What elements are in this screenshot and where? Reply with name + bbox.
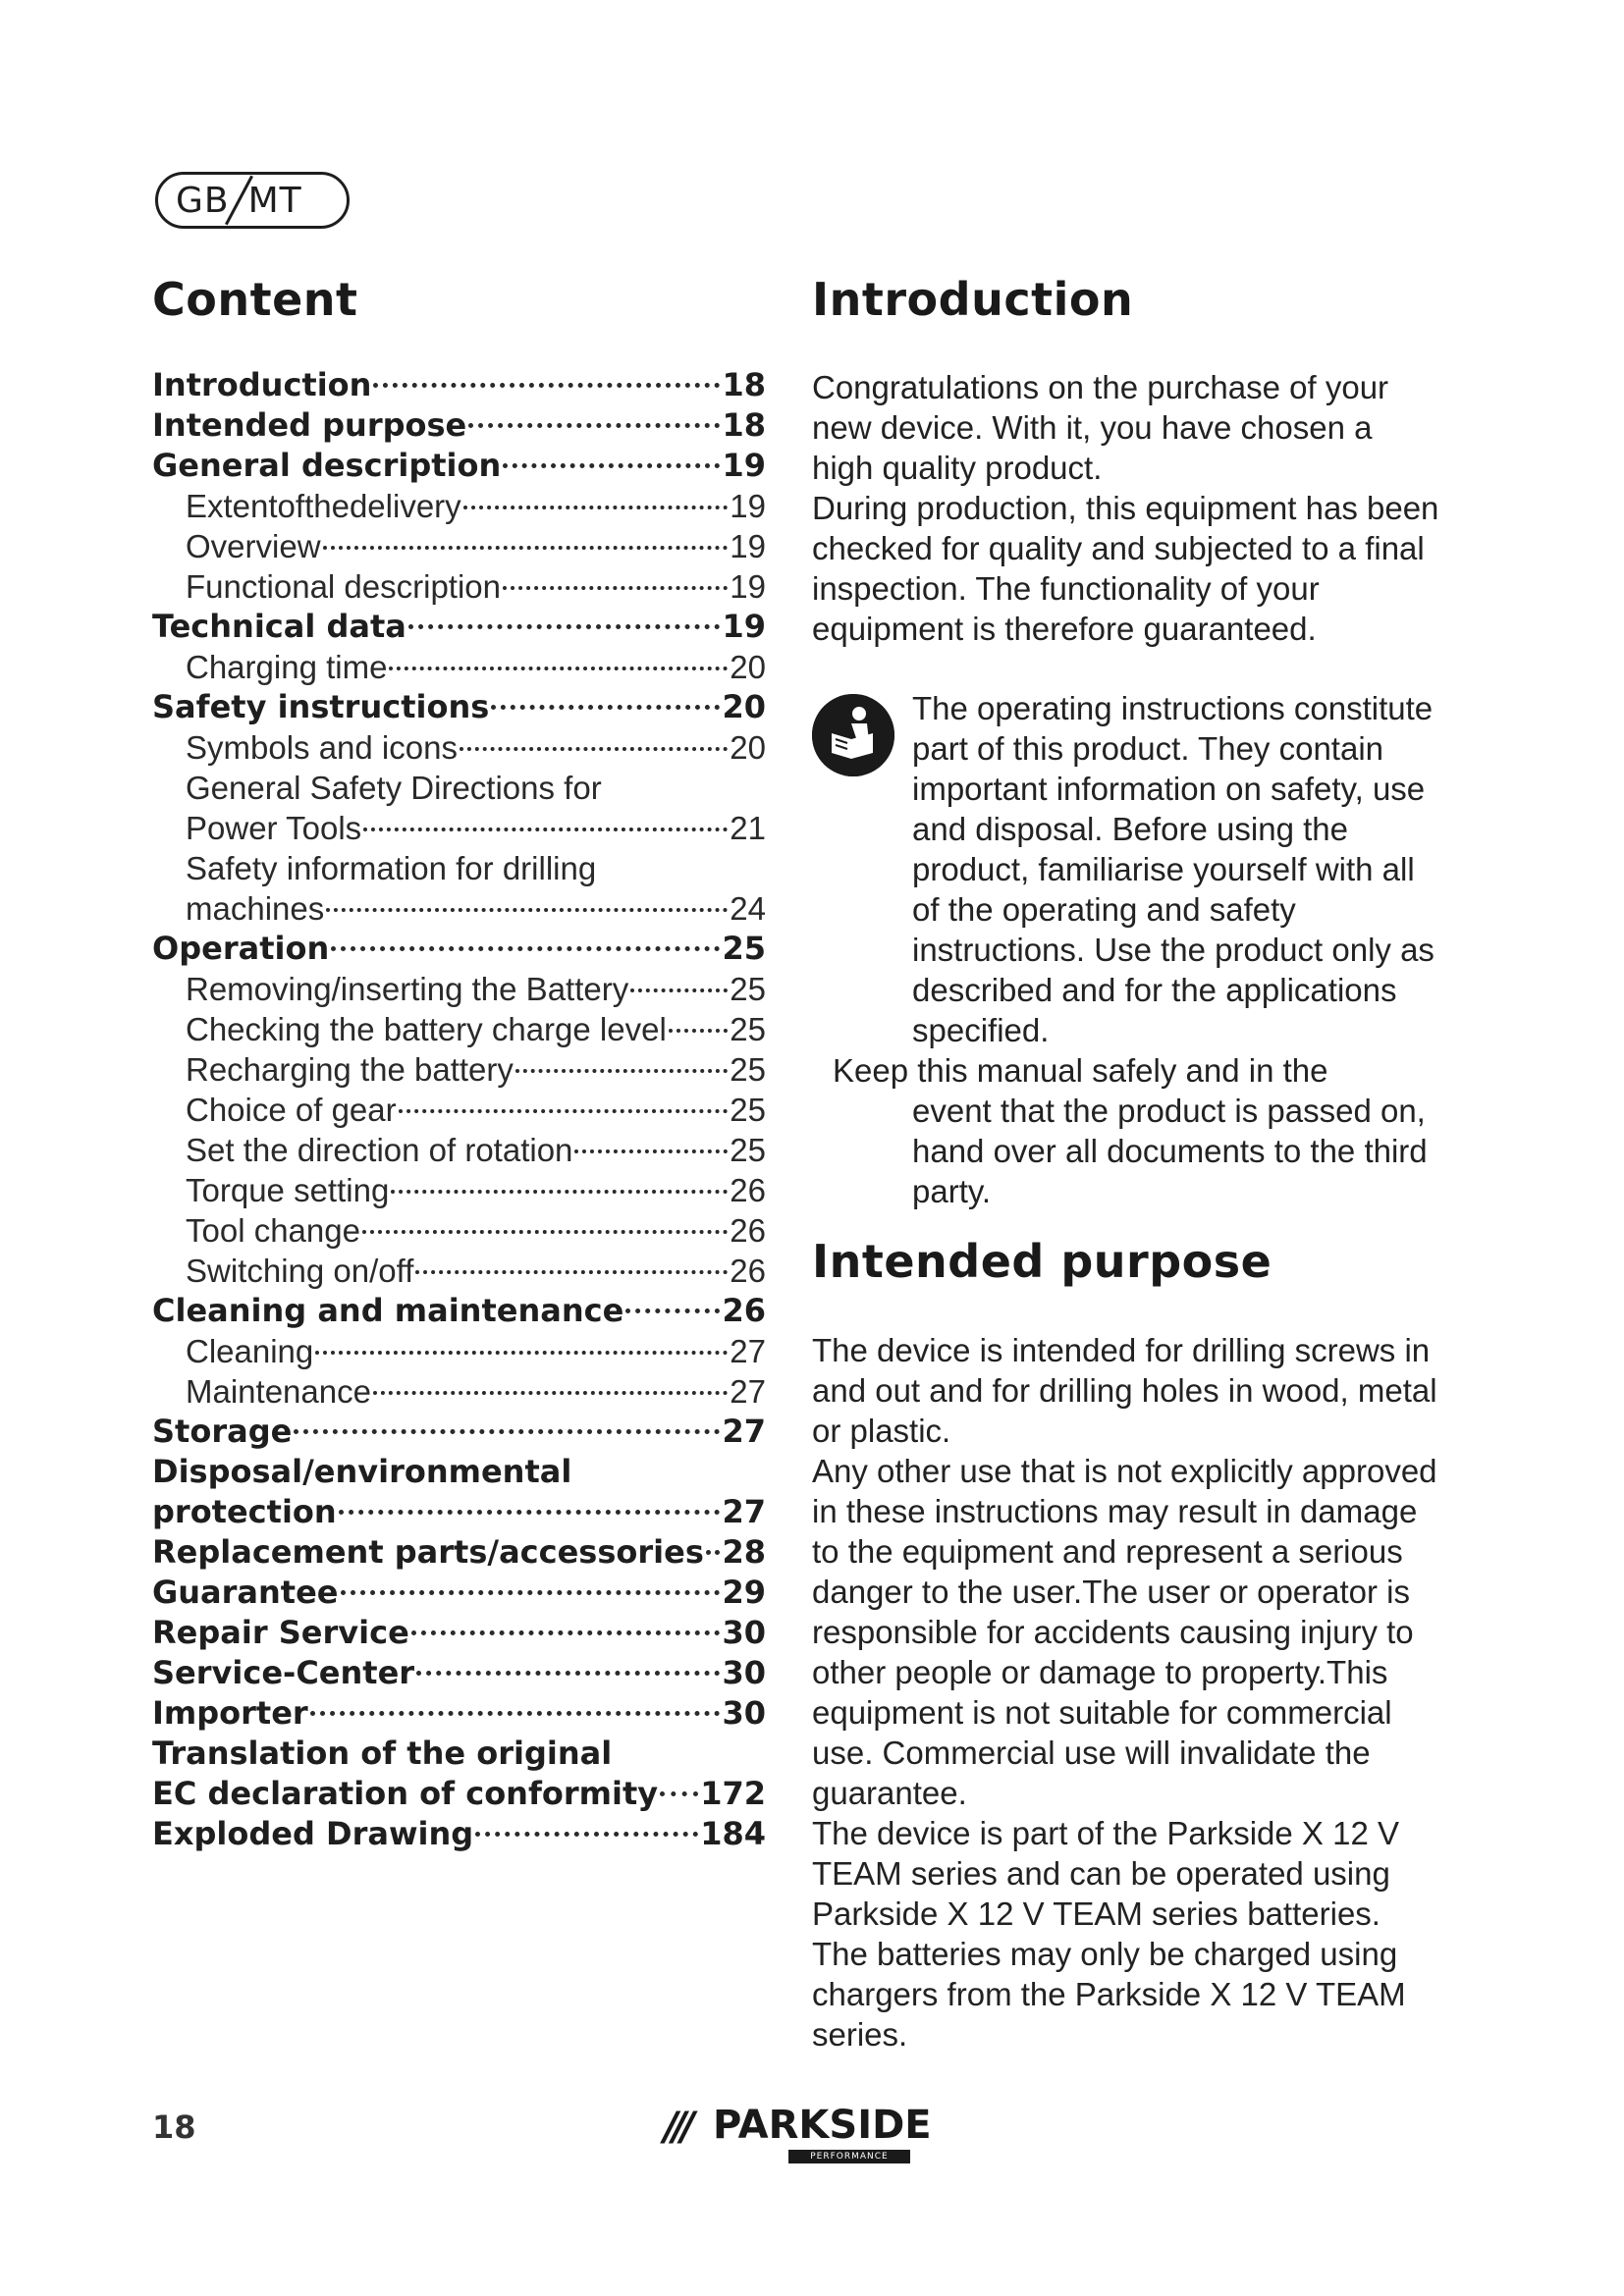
logo-slashes: /// (664, 2105, 689, 2150)
keep-manual-note (833, 1050, 1441, 1211)
parkside-logo (664, 2101, 932, 2169)
toc-entry-page: 27 (722, 1413, 766, 1450)
toc-entry-page: 19 (730, 488, 766, 524)
toc-entry-title: Repair Service (152, 1614, 409, 1651)
toc-leader-dots (416, 1671, 720, 1676)
toc-entry-title: Choice of gear (186, 1092, 397, 1128)
toc-entry-title: Technical data (152, 608, 406, 645)
toc-entry (152, 1331, 766, 1371)
toc-entry-page: 25 (730, 1132, 766, 1168)
toc-entry (152, 727, 766, 768)
toc-leader-dots (389, 667, 728, 670)
introduction-text (812, 367, 1440, 649)
toc-entry-page: 28 (722, 1533, 766, 1571)
toc-leader-dots (463, 506, 729, 509)
toc-entry-title: Maintenance (186, 1373, 371, 1410)
keep-manual-rest: event that the product is passed on, hand over all documents to the third party. (912, 1093, 1428, 1209)
toc-entry-title: machines (186, 890, 325, 927)
intended-purpose-paragraph: Any other use that is not explicitly approved in these instructions may result in damage to the equipment and represent a serious danger to the user.The user or operator is responsible for accidents causing injury to other people or damage to property.This equipment is not suitable for commercial use. Commercial use will invalidate the guarantee. (812, 1453, 1437, 1811)
toc-leader-dots (310, 1711, 721, 1716)
toc-entry (152, 768, 766, 808)
toc-entry-title: Safety instructions (152, 688, 490, 725)
toc-leader-dots (460, 747, 728, 751)
toc-entry-page: 29 (722, 1574, 766, 1611)
intended-purpose-paragraph: The device is intended for drilling screws in and out and for drilling holes in wood, metal or plastic. (812, 1332, 1437, 1449)
toc-entry-title: Introduction (152, 366, 372, 403)
toc-entry (152, 1693, 766, 1734)
toc-entry (152, 1734, 766, 1774)
toc-leader-dots (323, 546, 729, 550)
toc-entry (152, 1532, 766, 1573)
toc-entry-title: Exploded Drawing (152, 1815, 474, 1852)
content-heading: Content (152, 273, 358, 326)
toc-entry (152, 1291, 766, 1331)
toc-entry (152, 405, 766, 446)
toc-leader-dots (341, 1590, 721, 1595)
toc-entry-title: Overview (186, 528, 321, 564)
toc-entry-title: Operation (152, 930, 330, 967)
language-badge (155, 172, 350, 229)
toc-entry (152, 647, 766, 687)
toc-entry-title: Service-Center (152, 1654, 415, 1691)
toc-entry-page: 27 (730, 1373, 766, 1410)
toc-entry (152, 1170, 766, 1210)
toc-leader-dots (706, 1550, 721, 1555)
keep-manual-first-line: Keep this manual safely and in the (833, 1052, 1328, 1089)
toc-entry-page: 30 (722, 1694, 766, 1732)
intended-purpose-paragraph: The batteries may only be charged using chargers from the Parkside X 12 V TEAM series. (812, 1936, 1406, 2053)
toc-entry (152, 1492, 766, 1532)
toc-leader-dots (475, 1832, 698, 1837)
toc-entry (152, 888, 766, 929)
toc-entry (152, 1049, 766, 1090)
toc-leader-dots (515, 1069, 728, 1073)
toc-entry (152, 526, 766, 566)
toc-entry (152, 486, 766, 526)
toc-leader-dots (399, 1109, 729, 1113)
toc-entry-page: 19 (730, 568, 766, 605)
toc-leader-dots (373, 383, 720, 388)
toc-entry-title: Translation of the original (152, 1735, 613, 1772)
toc-entry-title: Tool change (186, 1212, 360, 1249)
toc-entry-page: 19 (722, 447, 766, 484)
toc-leader-dots (326, 908, 728, 912)
toc-leader-dots (503, 586, 728, 590)
toc-entry (152, 1613, 766, 1653)
toc-entry-title: General description (152, 447, 502, 484)
toc-entry-page: 26 (730, 1212, 766, 1249)
toc-entry (152, 365, 766, 405)
logo-wordmark: PARKSIDE (713, 2103, 932, 2148)
toc-entry (152, 1130, 766, 1170)
toc-entry-title: Functional description (186, 568, 502, 605)
toc-leader-dots (660, 1791, 698, 1796)
toc-entry (152, 1814, 766, 1854)
toc-entry-page: 24 (730, 890, 766, 927)
toc-entry (152, 848, 766, 888)
toc-entry-page: 20 (722, 688, 766, 725)
toc-entry (152, 566, 766, 607)
toc-entry-page: 172 (700, 1775, 766, 1812)
toc-entry-page: 20 (730, 729, 766, 766)
toc-entry (152, 929, 766, 969)
toc-leader-dots (468, 423, 720, 428)
toc-entry-page: 26 (722, 1292, 766, 1329)
toc-entry-title: Switching on/off (186, 1253, 414, 1289)
toc-leader-dots (669, 1029, 729, 1033)
toc-entry-title: Guarantee (152, 1574, 339, 1611)
toc-entry-title: General Safety Directions for (186, 770, 602, 806)
toc-entry-page: 25 (730, 1051, 766, 1088)
intended-purpose-heading: Intended purpose (812, 1235, 1272, 1288)
toc-entry-title: Extentofthedelivery (186, 488, 461, 524)
toc-entry-title: Intended purpose (152, 406, 467, 444)
toc-entry (152, 808, 766, 848)
toc-leader-dots (574, 1149, 728, 1153)
introduction-heading: Introduction (812, 273, 1134, 326)
toc-leader-dots (411, 1630, 721, 1635)
toc-entry (152, 1251, 766, 1291)
toc-entry (152, 1452, 766, 1492)
toc-entry-page: 18 (722, 366, 766, 403)
read-manual-icon (812, 694, 894, 776)
intended-purpose-text (812, 1330, 1440, 2055)
toc-leader-dots (294, 1429, 720, 1434)
toc-entry-title: Symbols and icons (186, 729, 458, 766)
table-of-contents (152, 365, 766, 1854)
toc-leader-dots (415, 1270, 728, 1274)
toc-entry-title: Checking the battery charge level (186, 1011, 667, 1047)
toc-entry (152, 446, 766, 486)
toc-leader-dots (391, 1190, 728, 1194)
toc-entry-page: 19 (722, 608, 766, 645)
toc-entry-title: Safety information for drilling (186, 850, 597, 886)
toc-entry-title: Replacement parts/accessories (152, 1533, 704, 1571)
toc-leader-dots (331, 946, 720, 951)
toc-leader-dots (339, 1510, 721, 1515)
toc-entry-title: Storage (152, 1413, 293, 1450)
language-code-gb: GB (176, 180, 230, 221)
toc-entry-title: Recharging the battery (186, 1051, 514, 1088)
toc-entry-page: 26 (730, 1253, 766, 1289)
toc-leader-dots (408, 624, 721, 629)
toc-entry-page: 30 (722, 1614, 766, 1651)
toc-entry-page: 184 (700, 1815, 766, 1852)
toc-entry (152, 607, 766, 647)
toc-entry-page: 18 (722, 406, 766, 444)
toc-entry-title: Removing/inserting the Battery (186, 971, 629, 1007)
toc-entry-page: 30 (722, 1654, 766, 1691)
toc-entry-title: protection (152, 1493, 337, 1530)
toc-entry-page: 25 (730, 1011, 766, 1047)
toc-leader-dots (625, 1308, 720, 1313)
toc-leader-dots (315, 1351, 728, 1355)
page-number: 18 (152, 2109, 196, 2146)
toc-entry-title: EC declaration of conformity (152, 1775, 659, 1812)
toc-entry (152, 1371, 766, 1412)
toc-entry-page: 27 (730, 1333, 766, 1369)
toc-entry-page: 27 (722, 1493, 766, 1530)
introduction-paragraph: Congratulations on the purchase of your new device. With it, you have chosen a high quality product. (812, 369, 1389, 486)
toc-leader-dots (491, 705, 720, 710)
toc-entry (152, 1210, 766, 1251)
introduction-paragraph: During production, this equipment has been checked for quality and subjected to a final inspection. The functionality of your equipment is therefore guaranteed. (812, 490, 1439, 647)
toc-entry (152, 1009, 766, 1049)
toc-entry (152, 1412, 766, 1452)
manual-note: The operating instructions constitute part of this product. They contain important information on safety, use and disposal. Before using the product, familiarise yourself with all of the operating and safety instructions. Use the product only as described and for the applications specified. (912, 690, 1435, 1048)
toc-entry-page: 25 (730, 1092, 766, 1128)
toc-entry-page: 25 (730, 971, 766, 1007)
logo-subtitle: PERFORMANCE (788, 2150, 910, 2163)
toc-entry-title: Cleaning and maintenance (152, 1292, 624, 1329)
toc-entry-title: Cleaning (186, 1333, 314, 1369)
toc-entry (152, 1653, 766, 1693)
toc-entry-title: Torque setting (186, 1172, 390, 1208)
toc-entry (152, 1573, 766, 1613)
toc-entry-page: 20 (730, 649, 766, 685)
toc-leader-dots (373, 1391, 728, 1395)
toc-entry-title: Disposal/environmental (152, 1453, 572, 1490)
toc-entry-page: 25 (722, 930, 766, 967)
toc-entry-page: 21 (730, 810, 766, 846)
intended-purpose-paragraph: The device is part of the Parkside X 12 V TEAM series and can be operated using Parkside X 12 V TEAM series batteries. (812, 1815, 1399, 1932)
toc-entry (152, 1090, 766, 1130)
toc-entry-title: Charging time (186, 649, 388, 685)
toc-entry (152, 1774, 766, 1814)
toc-entry (152, 687, 766, 727)
toc-entry-title: Power Tools (186, 810, 362, 846)
toc-leader-dots (362, 1230, 728, 1234)
toc-entry (152, 969, 766, 1009)
toc-leader-dots (630, 988, 728, 992)
toc-entry-page: 19 (730, 528, 766, 564)
toc-entry-title: Set the direction of rotation (186, 1132, 573, 1168)
toc-leader-dots (503, 463, 720, 468)
toc-entry-page: 26 (730, 1172, 766, 1208)
toc-leader-dots (363, 828, 728, 831)
toc-entry-title: Importer (152, 1694, 308, 1732)
language-code-mt: MT (247, 180, 302, 221)
